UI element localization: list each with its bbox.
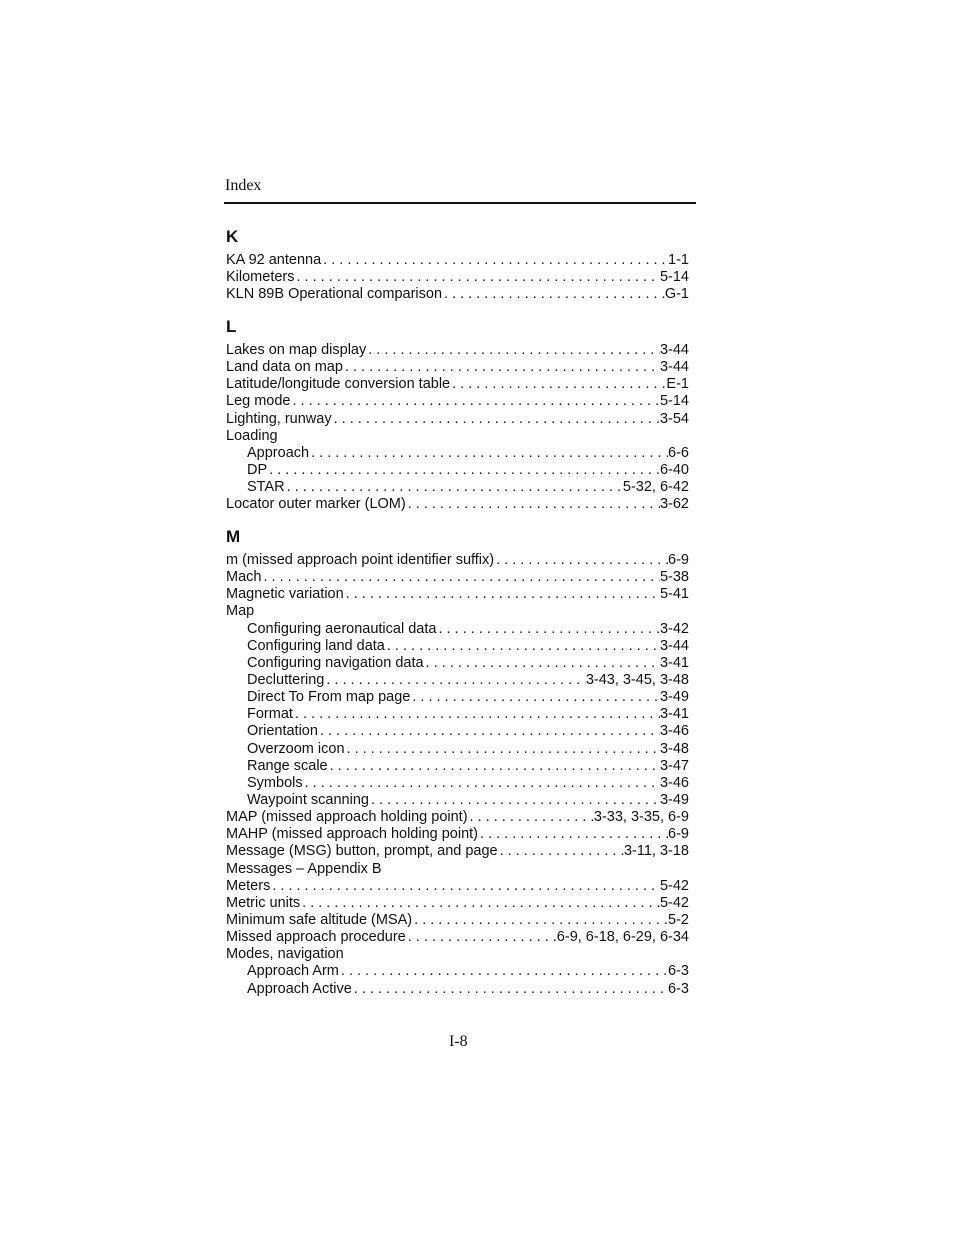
entry-term: Approach Arm <box>247 963 339 980</box>
entry-term: Decluttering <box>247 671 325 688</box>
entry-page-ref: 3-43, 3-45, 3-48 <box>585 671 689 688</box>
entry-page-ref: G-1 <box>664 286 689 303</box>
entry-term: KA 92 antenna <box>226 252 322 268</box>
entry-term: Missed approach procedure <box>226 929 406 946</box>
entry-term: Land data on map <box>226 359 343 376</box>
dot-leader <box>339 963 668 980</box>
entry-page-ref: 6-9, 6-18, 6-29, 6-34 <box>556 929 689 946</box>
entry-page-ref: 3-41 <box>659 654 689 671</box>
index-entry <box>226 269 689 286</box>
section-m-entries <box>226 552 689 998</box>
dot-leader <box>324 672 585 689</box>
dot-leader <box>436 621 660 638</box>
entry-page-ref: 3-48 <box>659 740 689 757</box>
entry-page-ref: 5-41 <box>659 586 689 603</box>
index-entry <box>226 286 689 303</box>
index-subentry <box>226 775 689 792</box>
entry-page-ref: 5-38 <box>659 569 689 586</box>
dot-leader <box>300 895 660 912</box>
dot-leader <box>293 706 660 723</box>
section-k-entries <box>226 252 689 303</box>
entry-term: m (missed approach point identifier suffix) <box>226 552 495 568</box>
dot-leader <box>291 393 660 410</box>
index-entry <box>226 809 689 826</box>
index-subentry <box>226 655 689 672</box>
entry-term: Messages – Appendix B <box>226 860 382 877</box>
index-entry <box>226 569 689 586</box>
dot-leader <box>318 723 660 740</box>
index-subentry <box>226 621 689 638</box>
entry-page-ref: 5-42 <box>659 877 689 894</box>
index-subentry <box>226 638 689 655</box>
entry-page-ref: 3-47 <box>659 757 689 774</box>
dot-leader <box>385 638 660 655</box>
entry-term: Approach <box>247 444 310 461</box>
entry-page-ref: 3-49 <box>659 689 689 706</box>
dot-leader <box>406 929 557 946</box>
entry-page-ref: 3-62 <box>659 496 689 513</box>
entry-term: Latitude/longitude conversion table <box>226 376 451 393</box>
dot-leader <box>303 775 660 792</box>
index-entry <box>226 946 689 963</box>
index-subentry <box>226 741 689 758</box>
entry-term: Symbols <box>247 774 303 791</box>
dot-leader <box>450 376 666 393</box>
entry-page-ref: E-1 <box>666 376 689 393</box>
dot-leader <box>309 445 668 462</box>
entry-term: Approach Active <box>247 980 352 997</box>
entry-term: Format <box>247 706 293 723</box>
index-entry <box>226 552 689 569</box>
index-subentry <box>226 758 689 775</box>
index-entry <box>226 929 689 946</box>
entry-term: Waypoint scanning <box>247 791 369 808</box>
index-entry <box>226 826 689 843</box>
index-entry <box>226 843 689 860</box>
index-subentry <box>226 706 689 723</box>
entry-term: Modes, navigation <box>226 946 344 963</box>
entry-term: Direct To From map page <box>247 689 411 706</box>
entry-term: Locator outer marker (LOM) <box>226 496 406 513</box>
entry-term: Meters <box>226 877 271 894</box>
dot-leader <box>406 496 660 513</box>
dot-leader <box>442 286 665 303</box>
header-rule <box>224 202 696 204</box>
entry-page-ref: 3-44 <box>659 637 689 654</box>
dot-leader <box>369 792 660 809</box>
entry-page-ref: 5-42 <box>659 894 689 911</box>
dot-leader <box>328 758 660 775</box>
entry-page-ref: 5-32, 6-42 <box>622 479 689 496</box>
dot-leader <box>261 569 660 586</box>
index-entry <box>226 376 689 393</box>
dot-leader <box>343 359 660 376</box>
entry-term: Orientation <box>247 723 318 740</box>
dot-leader <box>498 843 624 860</box>
index-subentry <box>226 445 689 462</box>
section-l-entries <box>226 342 689 513</box>
entry-term: MAHP (missed approach holding point) <box>226 826 479 843</box>
entry-page-ref: 6-6 <box>668 444 689 461</box>
section-letter-l: L <box>226 317 237 336</box>
dot-leader <box>410 689 660 706</box>
entry-page-ref: 3-41 <box>659 706 689 723</box>
index-entry <box>226 878 689 895</box>
index-entry <box>226 496 689 513</box>
dot-leader <box>478 826 668 843</box>
entry-term: Configuring navigation data <box>247 654 424 671</box>
index-subentry <box>226 792 689 809</box>
entry-term: KLN 89B Operational comparison <box>226 286 443 303</box>
entry-page-ref: 1-1 <box>668 252 689 268</box>
entry-page-ref: 3-46 <box>659 723 689 740</box>
dot-leader <box>494 552 668 569</box>
index-entry <box>226 393 689 410</box>
index-entry <box>226 428 689 445</box>
section-letter-k: K <box>226 227 239 246</box>
entry-term: Configuring land data <box>247 637 385 654</box>
index-entry <box>226 411 689 428</box>
index-entry <box>226 359 689 376</box>
section-letter-m: M <box>226 527 241 546</box>
entry-term: Lakes on map display <box>226 342 367 358</box>
index-subentry <box>226 689 689 706</box>
entry-term: Loading <box>226 427 278 444</box>
entry-term: Magnetic variation <box>226 586 344 603</box>
entry-page-ref: 5-14 <box>659 393 689 410</box>
index-entry <box>226 342 689 359</box>
entry-term: Range scale <box>247 757 328 774</box>
dot-leader <box>321 252 668 269</box>
index-entry <box>226 912 689 929</box>
index-subentry <box>226 672 689 689</box>
entry-term: Configuring aeronautical data <box>247 620 437 637</box>
entry-page-ref: 6-9 <box>668 552 689 568</box>
entry-page-ref: 6-3 <box>668 980 689 997</box>
entry-page-ref: 6-9 <box>668 826 689 843</box>
index-entry <box>226 603 689 620</box>
entry-term: Minimum safe altitude (MSA) <box>226 911 413 928</box>
dot-leader <box>345 741 660 758</box>
dot-leader <box>366 342 660 359</box>
entry-term: Kilometers <box>226 269 295 286</box>
entry-page-ref: 6-40 <box>659 461 689 478</box>
entry-page-ref: 3-11, 3-18 <box>623 843 689 860</box>
entry-page-ref: 5-2 <box>668 911 689 928</box>
index-entry <box>226 252 689 269</box>
entry-term: DP <box>247 461 268 478</box>
entry-page-ref: 3-44 <box>659 342 689 358</box>
dot-leader <box>412 912 668 929</box>
entry-page-ref: 3-46 <box>659 774 689 791</box>
entry-page-ref: 5-14 <box>659 269 689 286</box>
entry-page-ref: 6-3 <box>668 963 689 980</box>
entry-page-ref: 3-42 <box>659 620 689 637</box>
index-subentry <box>226 963 689 980</box>
entry-page-ref: 3-33, 3-35, 6-9 <box>593 809 689 826</box>
entry-term: Message (MSG) button, prompt, and page <box>226 843 498 860</box>
entry-term: Lighting, runway <box>226 410 332 427</box>
dot-leader <box>270 878 660 895</box>
entry-term: Mach <box>226 569 262 586</box>
entry-term: Overzoom icon <box>247 740 345 757</box>
dot-leader <box>468 809 594 826</box>
index-entry <box>226 586 689 603</box>
index-subentry <box>226 479 689 496</box>
entry-term: STAR <box>247 479 285 496</box>
entry-page-ref: 3-54 <box>659 410 689 427</box>
index-subentry <box>226 462 689 479</box>
index-subentry <box>226 981 689 998</box>
dot-leader <box>295 269 660 286</box>
entry-term: MAP (missed approach holding point) <box>226 809 468 826</box>
index-entry <box>226 861 689 878</box>
dot-leader <box>352 981 668 998</box>
entry-term: Metric units <box>226 894 301 911</box>
dot-leader <box>424 655 660 672</box>
dot-leader <box>332 411 660 428</box>
entry-term: Map <box>226 603 255 620</box>
dot-leader <box>344 586 660 603</box>
running-header: Index <box>225 177 262 194</box>
index-subentry <box>226 723 689 740</box>
dot-leader <box>267 462 660 479</box>
page-number: I-8 <box>449 1033 468 1050</box>
entry-page-ref: 3-49 <box>659 791 689 808</box>
entry-page-ref: 3-44 <box>659 359 689 376</box>
dot-leader <box>285 479 623 496</box>
index-entry <box>226 895 689 912</box>
entry-term: Leg mode <box>226 393 291 410</box>
